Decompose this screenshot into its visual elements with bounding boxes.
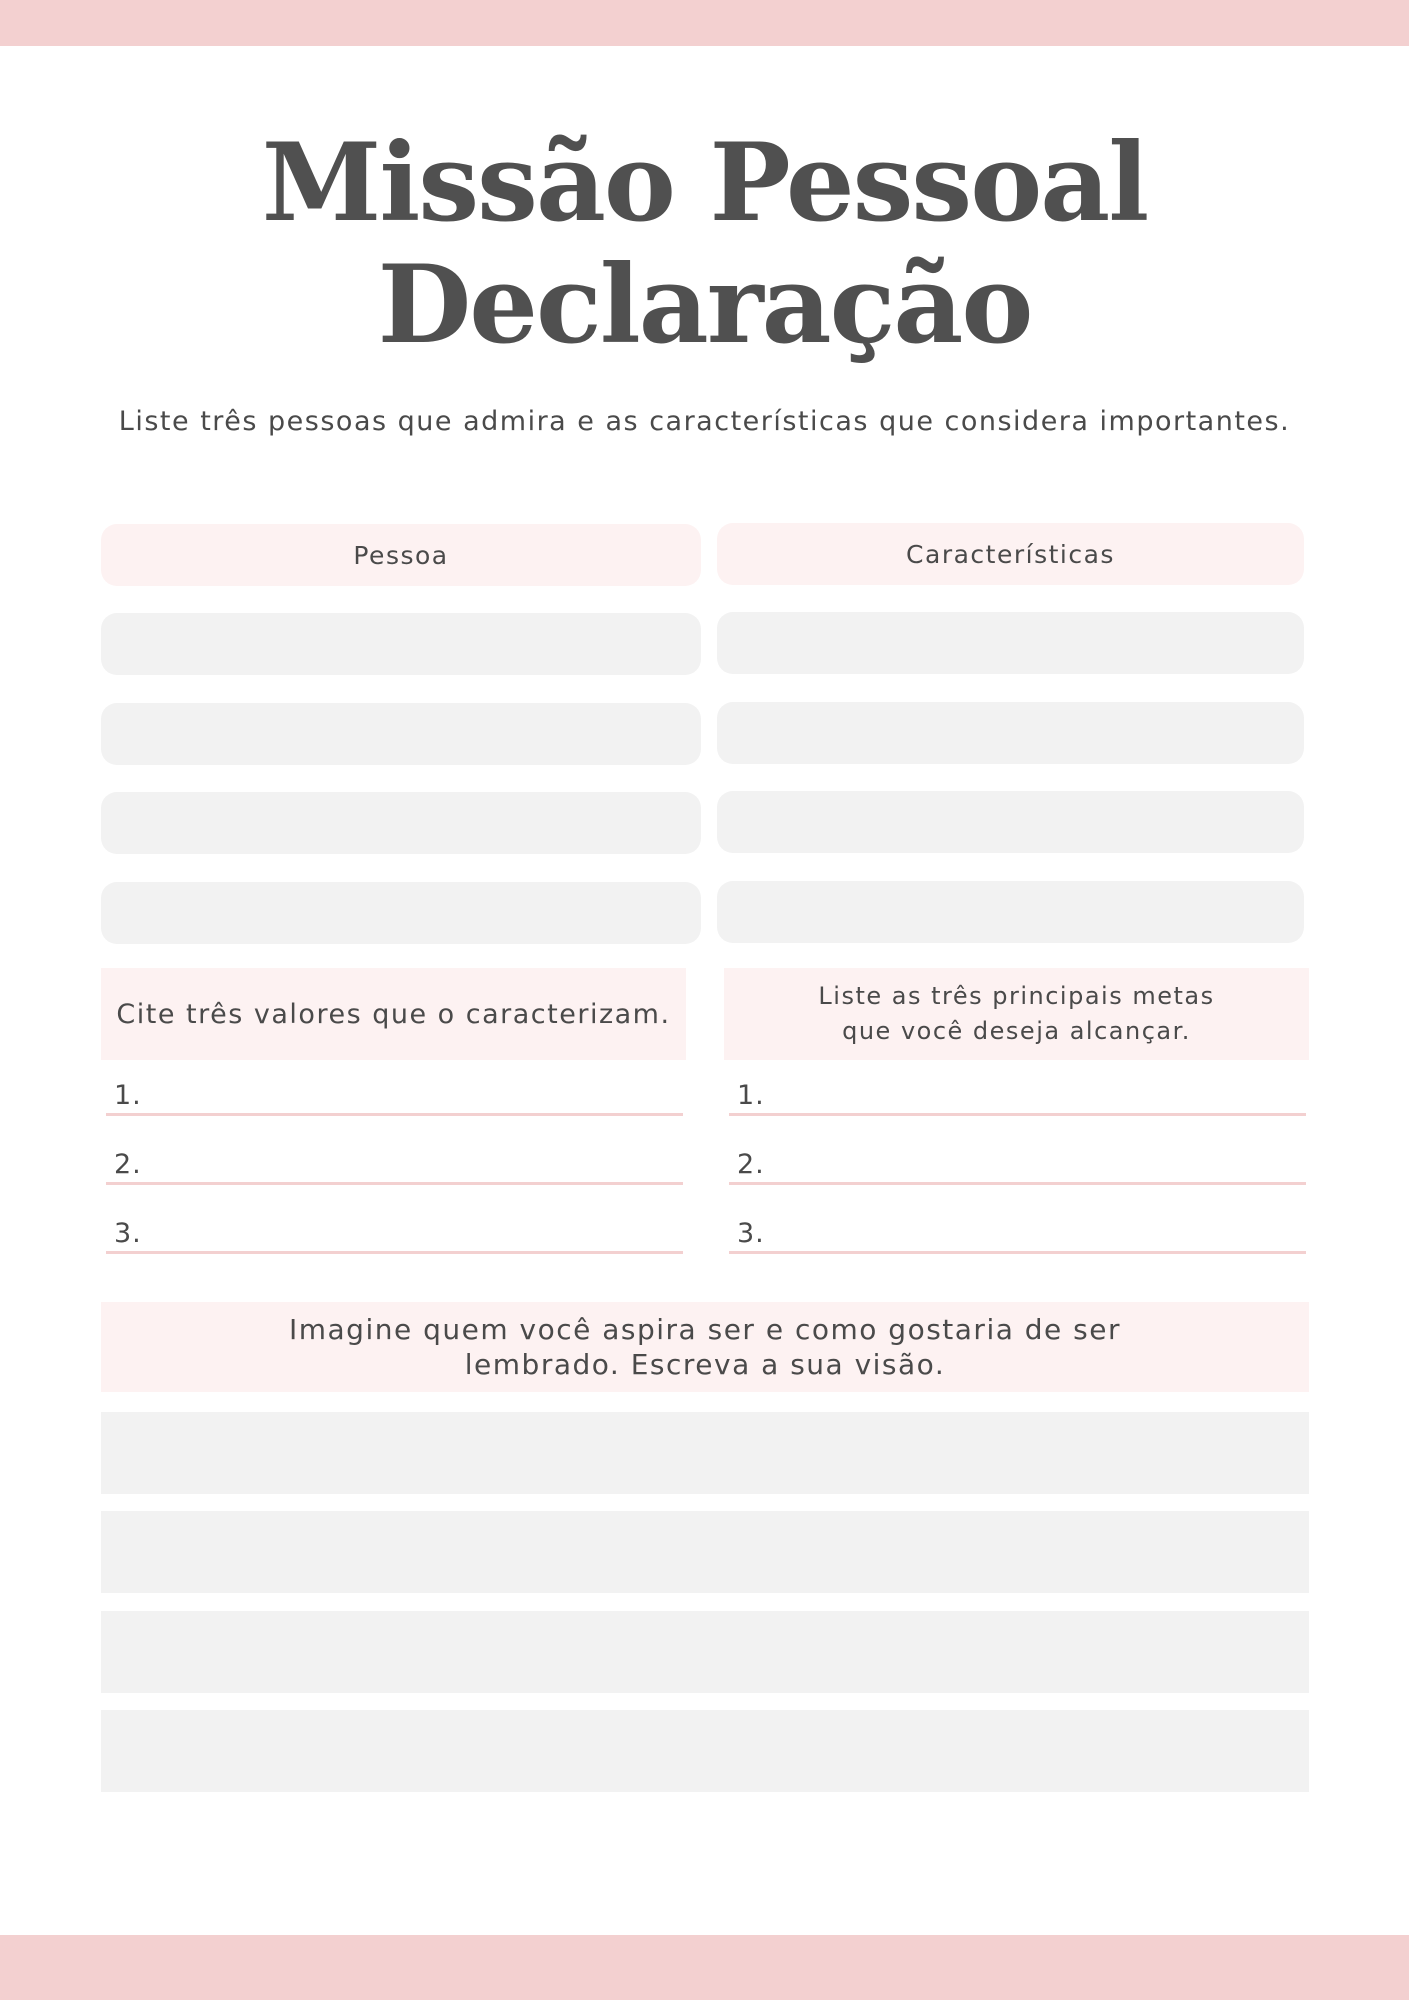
header-person bbox=[101, 524, 701, 586]
value-line-2[interactable] bbox=[106, 1142, 683, 1185]
goal-number-1: 1. bbox=[737, 1080, 765, 1111]
vision-line-2[interactable] bbox=[101, 1511, 1309, 1593]
value-line-3[interactable] bbox=[106, 1211, 683, 1254]
person-field-3[interactable] bbox=[101, 792, 701, 854]
goals-prompt-line-2: que você deseja alcançar. bbox=[842, 1017, 1191, 1045]
vision-line-1[interactable] bbox=[101, 1412, 1309, 1494]
values-prompt-text: Cite três valores que o caracterizam. bbox=[116, 998, 671, 1030]
traits-field-4[interactable] bbox=[717, 881, 1304, 943]
goal-number-3: 3. bbox=[737, 1218, 765, 1249]
goals-prompt bbox=[724, 968, 1309, 1060]
header-traits-label: Características bbox=[906, 539, 1115, 569]
top-decorative-band bbox=[0, 0, 1409, 46]
title-line-2: Declaração bbox=[377, 242, 1032, 368]
goal-number-2: 2. bbox=[737, 1149, 765, 1180]
instructions-text: Liste três pessoas que admira e as características que considera importantes. bbox=[118, 406, 1291, 437]
vision-prompt-line-1: Imagine quem você aspira ser e como gostaria de ser bbox=[288, 1313, 1122, 1346]
title-line-1: Missão Pessoal bbox=[261, 120, 1148, 246]
value-number-3: 3. bbox=[114, 1218, 142, 1249]
person-field-2[interactable] bbox=[101, 703, 701, 765]
goal-line-1[interactable] bbox=[729, 1073, 1306, 1116]
goal-line-2[interactable] bbox=[729, 1142, 1306, 1185]
value-number-1: 1. bbox=[114, 1080, 142, 1111]
traits-field-1[interactable] bbox=[717, 612, 1304, 674]
goal-line-3[interactable] bbox=[729, 1211, 1306, 1254]
person-field-4[interactable] bbox=[101, 882, 701, 944]
traits-field-2[interactable] bbox=[717, 702, 1304, 764]
vision-prompt-line-2: lembrado. Escreva a sua visão. bbox=[464, 1348, 946, 1381]
vision-line-3[interactable] bbox=[101, 1611, 1309, 1693]
vision-line-4[interactable] bbox=[101, 1710, 1309, 1792]
header-person-label: Pessoa bbox=[353, 540, 449, 570]
goals-prompt-line-1: Liste as três principais metas bbox=[818, 982, 1215, 1010]
value-line-1[interactable] bbox=[106, 1073, 683, 1116]
person-field-1[interactable] bbox=[101, 613, 701, 675]
values-prompt bbox=[101, 968, 686, 1060]
traits-field-3[interactable] bbox=[717, 791, 1304, 853]
header-traits bbox=[717, 523, 1304, 585]
vision-prompt bbox=[101, 1302, 1309, 1392]
bottom-decorative-band bbox=[0, 1935, 1409, 2000]
value-number-2: 2. bbox=[114, 1149, 142, 1180]
page-title bbox=[0, 122, 1409, 366]
